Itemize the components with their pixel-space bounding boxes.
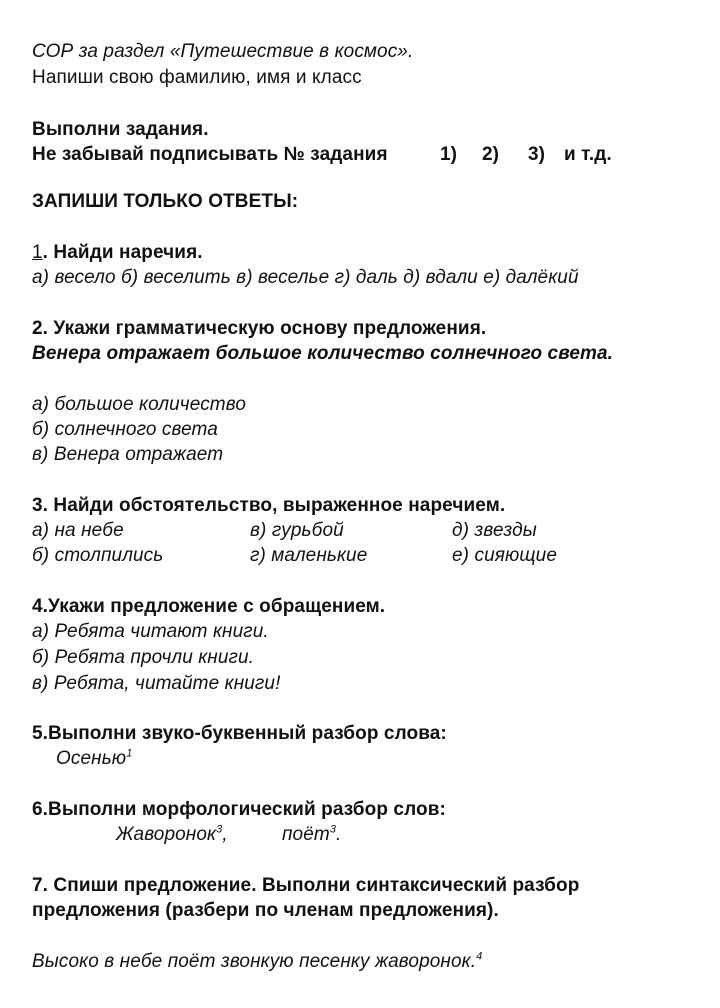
- question-2-option-a: а) большое количество: [32, 394, 246, 415]
- numbering-example-1: 1): [440, 144, 458, 165]
- question-6-word-1-index: 3: [216, 823, 223, 836]
- page-title: СОР за раздел «Путешествие в космос».: [32, 41, 414, 62]
- question-6-word-separator: ,: [222, 824, 228, 845]
- question-6-word-2-text: поёт: [282, 824, 330, 845]
- question-4-option-c: в) Ребята, читайте книги!: [32, 673, 281, 694]
- question-7-sentence-text: Высоко в небе поёт звонкую песенку жаворонок.: [32, 951, 477, 972]
- question-3-option-b: б) столпились: [32, 545, 164, 566]
- question-1-text: . Найди наречия.: [42, 242, 203, 263]
- question-6-title: 6.Выполни морфологический разбор слов:: [32, 799, 446, 820]
- question-7-title-line-1: 7. Спиши предложение. Выполни синтаксический разбор: [32, 875, 580, 896]
- numbering-instruction: [32, 143, 692, 167]
- question-7-sentence: [32, 950, 482, 974]
- question-3-option-a: а) на небе: [32, 520, 124, 541]
- question-2-option-b: б) солнечного света: [32, 419, 218, 440]
- question-6-word-end: .: [336, 824, 342, 845]
- instruction-text: Напиши свою фамилию, имя и класс: [32, 67, 362, 88]
- question-5-word: [56, 747, 132, 771]
- question-1-title: [32, 241, 203, 265]
- numbering-example-2: 2): [482, 144, 500, 165]
- task-heading: Выполни задания.: [32, 119, 209, 140]
- question-1-options: а) весело б) веселить в) веселье г) даль д) вдали е) далёкий: [32, 267, 579, 288]
- question-6-word-2-index: 3: [329, 823, 337, 836]
- question-3-option-g: г) маленькие: [250, 545, 368, 566]
- question-7-sentence-index: 4: [476, 950, 483, 963]
- question-3-title: 3. Найди обстоятельство, выраженное наречием.: [32, 495, 506, 516]
- question-5-title: 5.Выполни звуко-буквенный разбор слова:: [32, 723, 447, 744]
- question-7-title-line-2: предложения (разбери по членам предложения).: [32, 900, 499, 921]
- question-3-option-e: е) сияющие: [452, 545, 557, 566]
- question-5-word-index: 1: [126, 747, 133, 760]
- question-6-word-1-text: Жаворонок: [116, 824, 217, 845]
- numbering-example-3: 3): [528, 144, 546, 165]
- question-2-option-c: в) Венера отражает: [32, 444, 224, 465]
- question-1-number: 1: [32, 242, 43, 263]
- question-3-option-d: д) звезды: [452, 520, 537, 541]
- question-3-option-v: в) гурьбой: [250, 520, 344, 541]
- question-4-option-a: а) Ребята читают книги.: [32, 621, 269, 642]
- question-6-word-1: [116, 823, 228, 847]
- numbering-instruction-text: Не забывай подписывать № задания: [32, 144, 388, 165]
- question-2-sentence: Венера отражает большое количество солнечного света.: [32, 343, 614, 364]
- question-4-option-b: б) Ребята прочли книги.: [32, 647, 255, 668]
- question-4-title: 4.Укажи предложение с обращением.: [32, 596, 386, 617]
- question-5-word-text: Осенью: [56, 748, 127, 769]
- numbering-example-etc: и т.д.: [564, 144, 612, 165]
- question-6-word-2: [282, 823, 341, 847]
- question-2-title: 2. Укажи грамматическую основу предложения.: [32, 318, 487, 339]
- answers-only-heading: ЗАПИШИ ТОЛЬКО ОТВЕТЫ:: [32, 191, 299, 212]
